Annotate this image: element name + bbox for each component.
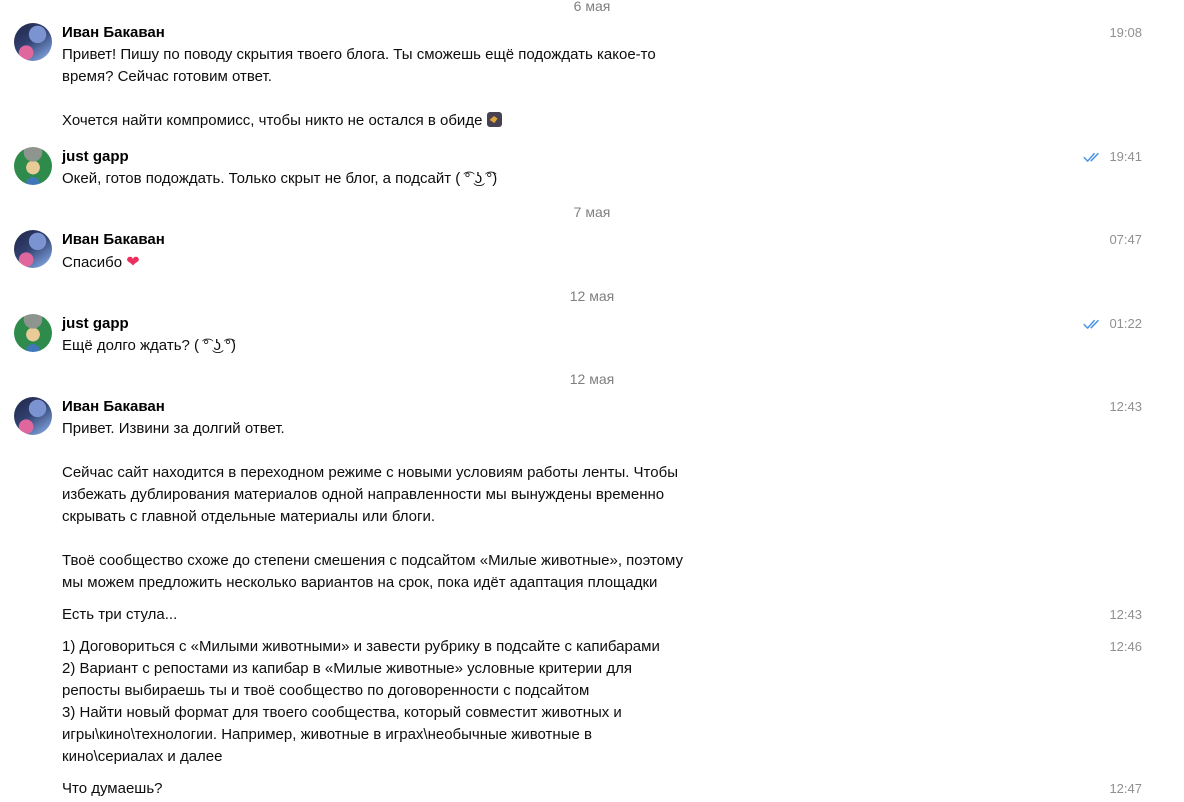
message-line: мы можем предложить несколько вариантов на срок, пока идёт адаптация площадки: [62, 574, 658, 591]
message-header: [62, 313, 1184, 335]
timestamp: 01:22: [1109, 316, 1142, 331]
date-separator: 6 мая: [573, 0, 611, 14]
avatar[interactable]: [14, 23, 52, 61]
message-header: [62, 146, 1184, 168]
timestamp: 12:46: [1109, 639, 1142, 654]
message-line: [62, 88, 1184, 110]
message[interactable]: [62, 604, 1184, 626]
avatar[interactable]: [14, 147, 52, 185]
message-meta: [1109, 22, 1142, 44]
message-line: 2) Вариант с репостами из капибар в «Милые животные» условные критерии для: [62, 660, 632, 677]
message-line: репосты выбираешь ты и твоё сообщество по договоренности с подсайтом: [62, 682, 590, 699]
avatar[interactable]: [14, 230, 52, 268]
message-line: Привет. Извини за долгий ответ.: [62, 420, 285, 437]
message-line: время? Сейчас готовим ответ.: [62, 68, 272, 85]
message-meta: [1109, 604, 1142, 626]
message-line: Окей, готов подождать. Только скрыт не блог, а подсайт ( ͡° ͜ʖ ͡°): [62, 170, 498, 187]
message-meta: [1109, 229, 1142, 251]
sender-name[interactable]: Иван Бакаван: [62, 398, 165, 415]
message-line: Спасибо ❤: [62, 252, 140, 271]
message-group: [0, 22, 1184, 132]
message-header: [62, 22, 1184, 44]
message[interactable]: [62, 168, 1184, 190]
date-separator: 7 мая: [573, 204, 611, 220]
handshake-emoji-glyph: [490, 116, 498, 123]
message-line: [62, 440, 1184, 462]
message-header: [62, 229, 1184, 251]
message-meta: [1109, 636, 1142, 658]
avatar[interactable]: [14, 397, 52, 435]
message[interactable]: [62, 44, 1184, 132]
message-meta: [1083, 313, 1142, 335]
message-group: [0, 313, 1184, 357]
heart-emoji: ❤: [126, 252, 140, 271]
message-line: Ещё долго ждать? ( ͡° ͜ʖ ͡°): [62, 337, 237, 354]
timestamp: 12:47: [1109, 781, 1142, 796]
message-line: Хочется найти компромисс, чтобы никто не остался в обиде: [62, 110, 1184, 132]
date-separator: 12 мая: [569, 288, 615, 304]
read-check-icon: [1083, 152, 1101, 163]
message-line: 1) Договориться с «Милыми животными» и завести рубрику в подсайте с капибарами: [62, 638, 660, 655]
message[interactable]: [62, 335, 1184, 357]
timestamp: 19:41: [1109, 149, 1142, 164]
timestamp: 19:08: [1109, 25, 1142, 40]
message-line: Что думаешь?: [62, 780, 163, 797]
sender-name[interactable]: Иван Бакаван: [62, 24, 165, 41]
message[interactable]: [62, 636, 1184, 768]
timestamp: 12:43: [1109, 607, 1142, 622]
message-line: избежать дублирования материалов одной направленности мы вынуждены временно: [62, 486, 665, 503]
timestamp: 07:47: [1109, 232, 1142, 247]
message[interactable]: [62, 418, 1184, 594]
message[interactable]: [62, 251, 1184, 274]
message-meta: [1083, 146, 1142, 168]
sender-name[interactable]: just gapp: [62, 315, 129, 332]
sender-name[interactable]: just gapp: [62, 148, 129, 165]
message-line: игры\кино\технологии. Например, животные в играх\необычные животные в: [62, 726, 592, 743]
message-meta: [1109, 778, 1142, 800]
message-line: Сейчас сайт находится в переходном режиме с новыми условиям работы ленты. Чтобы: [62, 464, 678, 481]
message-line: 3) Найти новый формат для твоего сообщества, который совместит животных и: [62, 704, 622, 721]
message-line: Есть три стула...: [62, 606, 178, 623]
read-check-icon: [1083, 319, 1101, 330]
message-header: [62, 396, 1184, 418]
message-group: [0, 146, 1184, 190]
handshake-emoji: [487, 112, 502, 127]
message-meta: [1109, 396, 1142, 418]
date-separator: 12 мая: [569, 371, 615, 387]
message-line: Привет! Пишу по поводу скрытия твоего блога. Ты сможешь ещё подождать какое-то: [62, 46, 656, 63]
message-group: [0, 396, 1184, 800]
timestamp: 12:43: [1109, 399, 1142, 414]
message-group: [0, 229, 1184, 274]
message-line: Твоё сообщество схоже до степени смешения с подсайтом «Милые животные», поэтому: [62, 552, 683, 569]
avatar[interactable]: [14, 314, 52, 352]
sender-name[interactable]: Иван Бакаван: [62, 231, 165, 248]
message[interactable]: [62, 778, 1184, 800]
message-line: кино\сериалах и далее: [62, 748, 223, 765]
message-line: [62, 528, 1184, 550]
message-line: скрывать с главной отдельные материалы или блоги.: [62, 508, 436, 525]
